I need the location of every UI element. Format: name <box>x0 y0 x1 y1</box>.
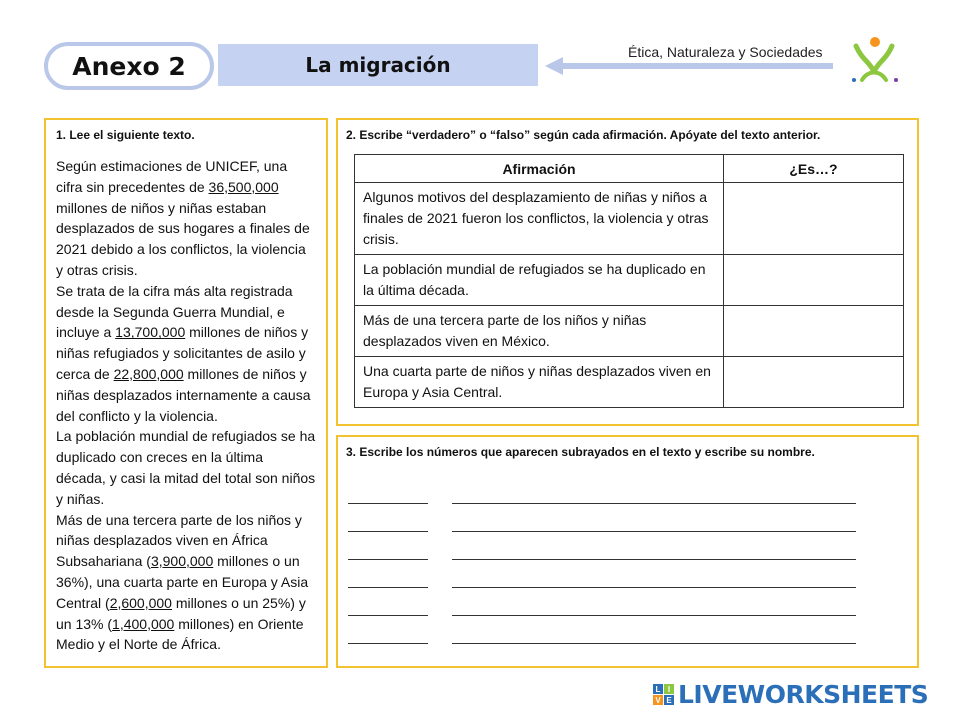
statement-cell: Algunos motivos del desplazamiento de niñas y niños a finales de 2021 fueron los conflictos, la violencia y otras crisis. <box>355 183 724 255</box>
answer-field[interactable] <box>724 357 904 408</box>
true-false-title: 2. Escribe “verdadero” o “falso” según cada afirmación. Apóyate del texto anterior. <box>346 128 821 142</box>
page-title: La migración <box>305 53 451 77</box>
title-banner <box>218 44 538 86</box>
number-line[interactable] <box>348 602 428 616</box>
underlined-number: 22,800,000 <box>113 365 184 382</box>
numbers-title: 3. Escribe los números que aparecen subrayados en el texto y escribe su nombre. <box>346 445 815 459</box>
true-false-panel <box>336 118 919 426</box>
reading-segment: La población mundial de refugiados se ha duplicado con creces en la última década, y casi la mitad del total son niños y niñas. <box>56 428 316 507</box>
watermark-text: LIVEWORKSHEETS <box>678 680 929 709</box>
reading-title: 1. Lee el siguiente texto. <box>56 128 195 142</box>
name-line[interactable] <box>452 602 856 616</box>
reading-panel <box>44 118 328 668</box>
table-row <box>355 357 904 408</box>
statement-cell: La población mundial de refugiados se ha duplicado en la última década. <box>355 255 724 306</box>
name-line[interactable] <box>452 490 856 504</box>
name-line[interactable] <box>452 546 856 560</box>
answer-line-row <box>348 483 909 511</box>
underlined-number: 1,400,000 <box>112 615 175 632</box>
answer-field[interactable] <box>724 183 904 255</box>
column-header-answer: ¿Es…? <box>724 155 904 183</box>
underlined-number: 13,700,000 <box>115 324 186 341</box>
answer-line-row <box>348 623 909 651</box>
reading-segment: millones de niños y niñas refugiados y solicitantes de asilo y cerca de <box>56 324 309 382</box>
answer-line-row <box>348 511 909 539</box>
number-line[interactable] <box>348 518 428 532</box>
subject-label: Ética, Naturaleza y Sociedades <box>628 44 823 60</box>
liveworksheets-logo-icon <box>653 684 674 705</box>
table-row <box>355 306 904 357</box>
underlined-number: 2,600,000 <box>109 594 172 611</box>
statement-cell: Una cuarta parte de niños y niñas desplazados viven en Europa y Asia Central. <box>355 357 724 408</box>
logo-tile: E <box>664 695 674 705</box>
number-line[interactable] <box>348 630 428 644</box>
reading-segment: Más de una tercera parte de los niños y niñas desplazados viven en África Subsahariana ( <box>56 511 302 570</box>
name-line[interactable] <box>452 630 856 644</box>
annex-badge <box>44 42 214 90</box>
statements-table <box>354 154 904 408</box>
number-line[interactable] <box>348 574 428 588</box>
table-row <box>355 255 904 306</box>
number-line[interactable] <box>348 546 428 560</box>
underlined-number: 36,500,000 <box>208 178 279 195</box>
reading-text <box>56 156 316 655</box>
answer-line-row <box>348 595 909 623</box>
statement-cell: Más de una tercera parte de los niños y niñas desplazados viven en México. <box>355 306 724 357</box>
table-row <box>355 183 904 255</box>
logo-tile: V <box>653 695 663 705</box>
reading-segment: millones) en Oriente Medio y el Norte de África. <box>56 615 304 653</box>
number-line[interactable] <box>348 490 428 504</box>
reading-segment: millones o un 25%) y un 13% ( <box>56 594 306 632</box>
reading-segment: millones de niños y niñas desplazados internamente a causa del conflicto y la violencia. <box>56 365 311 424</box>
answer-field[interactable] <box>724 255 904 306</box>
answer-line-row <box>348 567 909 595</box>
name-line[interactable] <box>452 518 856 532</box>
column-header-statement: Afirmación <box>355 155 724 183</box>
subject-logo-icon <box>848 34 900 86</box>
reading-segment: Se trata de la cifra más alta registrada desde la Segunda Guerra Mundial, e incluye a <box>56 282 293 341</box>
reading-segment: Según estimaciones de UNICEF, una cifra sin precedentes de <box>56 158 288 195</box>
reading-segment: millones o un 36%), una cuarta parte en Europa y Asia Central ( <box>56 553 309 611</box>
underlined-number: 3,900,000 <box>150 553 214 570</box>
answer-lines <box>348 483 909 651</box>
table-header-row <box>355 155 904 183</box>
logo-tile: L <box>653 684 663 694</box>
answer-field[interactable] <box>724 306 904 357</box>
logo-tile: I <box>664 684 674 694</box>
reading-segment: millones de niños y niñas estaban desplazados de sus hogares a finales de 2021 debido a los conflictos, la violencia y otras crisis. <box>56 199 310 278</box>
liveworksheets-watermark <box>653 680 928 709</box>
name-line[interactable] <box>452 574 856 588</box>
answer-line-row <box>348 539 909 567</box>
annex-label: Anexo 2 <box>72 51 186 81</box>
numbers-panel <box>336 435 919 668</box>
